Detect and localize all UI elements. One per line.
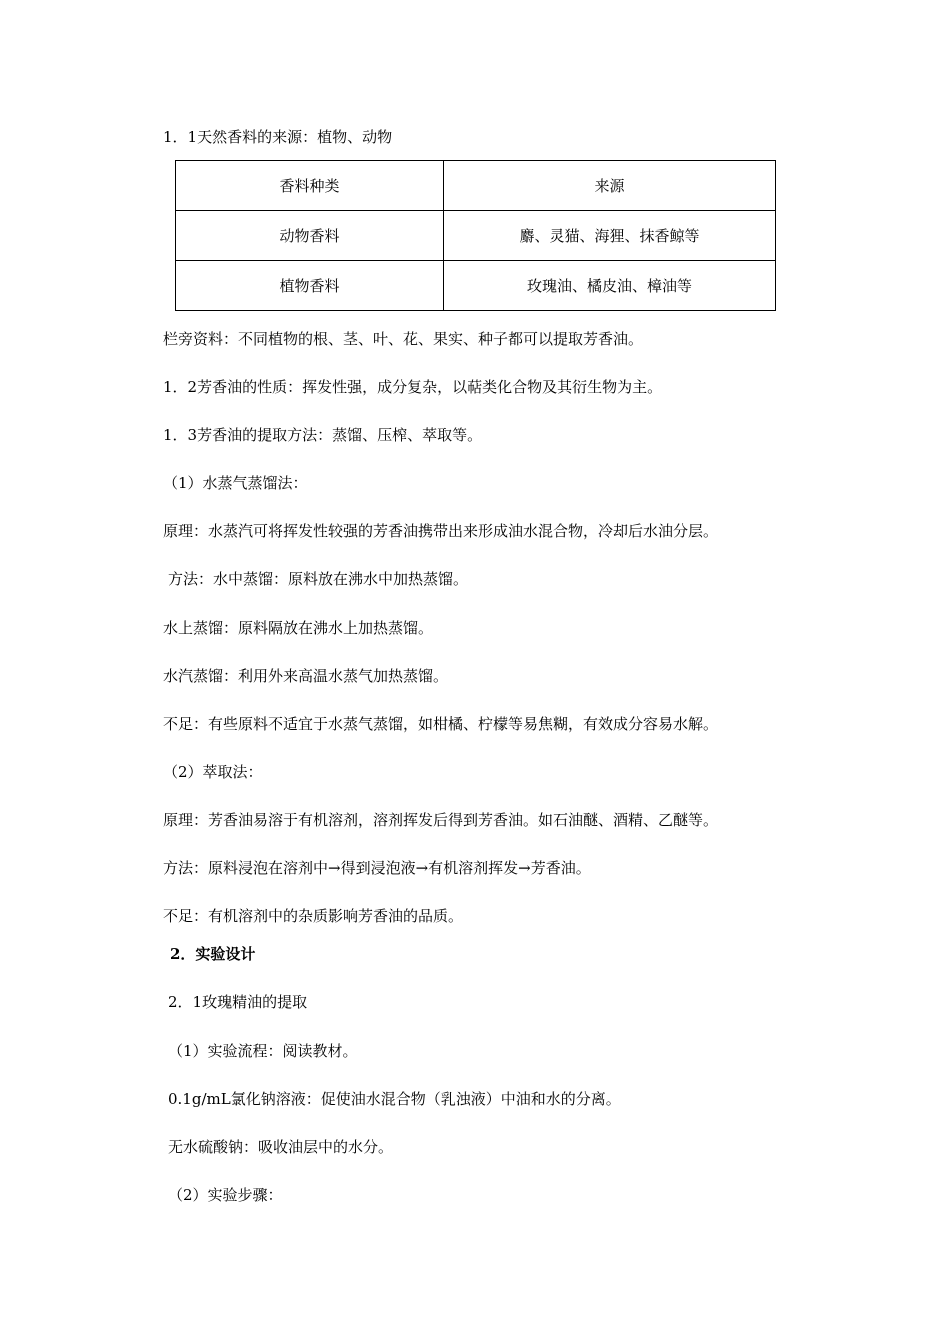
paragraph-extraction-method: 方法：原料浸泡在溶剂中→得到浸泡液→有机溶剂挥发→芳香油。: [163, 859, 591, 877]
subsection-steam-distillation: （1）水蒸气蒸馏法：: [163, 474, 308, 492]
table-cell: 植物香料: [176, 261, 444, 311]
section-heading-2: 2．实验设计: [170, 945, 256, 963]
table-cell: 玫瑰油、橘皮油、樟油等: [444, 261, 776, 311]
section-heading-1-1: 1．1天然香料的来源：植物、动物: [163, 128, 393, 146]
paragraph-above-water: 水上蒸馏：原料隔放在沸水上加热蒸馏。: [163, 619, 434, 637]
paragraph-extraction-shortcoming: 不足：有机溶剂中的杂质影响芳香油的品质。: [163, 907, 464, 925]
paragraph-steam: 水汽蒸馏：利用外来高温水蒸气加热蒸馏。: [163, 667, 449, 685]
table-header-row: [176, 161, 776, 211]
table-row: [176, 261, 776, 311]
table-header-cell: 来源: [444, 161, 776, 211]
paragraph-principle: 原理：水蒸汽可将挥发性较强的芳香油携带出来形成油水混合物，冷却后水油分层。: [163, 522, 719, 540]
section-heading-2-1: 2．1玫瑰精油的提取: [168, 993, 308, 1011]
table-row: [176, 211, 776, 261]
section-heading-1-2: 1．2芳香油的性质：挥发性强，成分复杂，以萜类化合物及其衍生物为主。: [163, 378, 663, 396]
paragraph-shortcoming: 不足：有些原料不适宜于水蒸气蒸馏，如柑橘、柠檬等易焦糊，有效成分容易水解。: [163, 715, 719, 733]
subsection-extraction: （2）萃取法：: [163, 763, 263, 781]
paragraph-method: 方法：水中蒸馏：原料放在沸水中加热蒸馏。: [168, 570, 469, 588]
paragraph-sodium-sulfate: 无水硫酸钠：吸收油层中的水分。: [168, 1138, 394, 1156]
table-cell: 麝、灵猫、海狸、抹香鲸等: [444, 211, 776, 261]
subsection-experiment-flow: （1）实验流程：阅读教材。: [168, 1042, 358, 1060]
paragraph-extraction-principle: 原理：芳香油易溶于有机溶剂，溶剂挥发后得到芳香油。如石油醚、酒精、乙醚等。: [163, 811, 719, 829]
table-header-cell: 香料种类: [176, 161, 444, 211]
fragrance-source-table: [175, 160, 776, 311]
subsection-experiment-steps: （2）实验步骤：: [168, 1186, 283, 1204]
sidebar-note: 栏旁资料：不同植物的根、茎、叶、花、果实、种子都可以提取芳香油。: [163, 330, 644, 348]
table-cell: 动物香料: [176, 211, 444, 261]
paragraph-nacl-solution: 0.1g/mL氯化钠溶液：促使油水混合物（乳浊液）中油和水的分离。: [168, 1090, 621, 1108]
section-heading-1-3: 1．3芳香油的提取方法：蒸馏、压榨、萃取等。: [163, 426, 483, 444]
